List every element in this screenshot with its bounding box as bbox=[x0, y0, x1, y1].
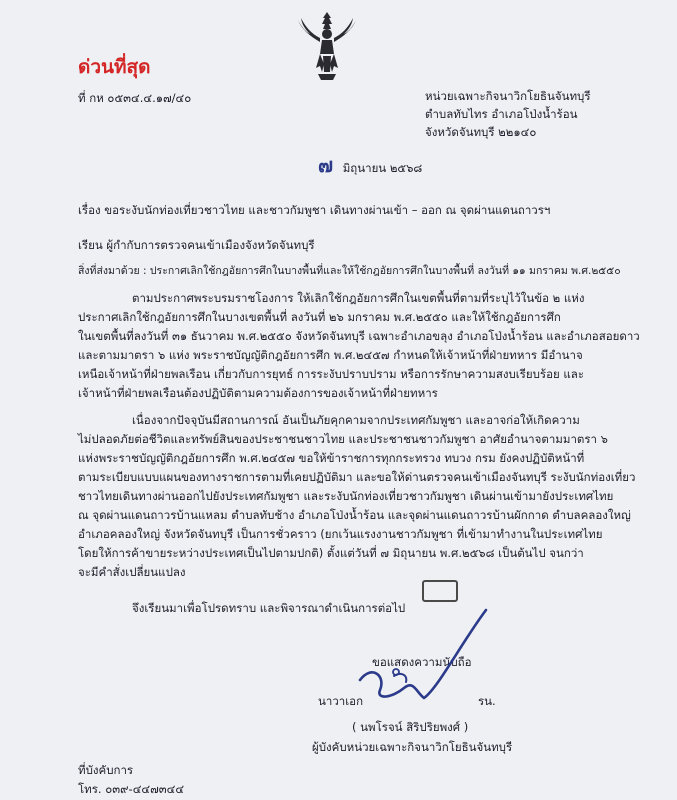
salutation: ขอแสดงความนับถือ bbox=[372, 655, 472, 669]
paragraph2-line: ไม่ปลอดภัยต่อชีวิตและทรัพย์สินของประชาชนชาวไทย และประชาชนชาวกัมพูชา อาศัยอำนาจตามมาตรา ๖ bbox=[78, 432, 608, 446]
handwritten-signature bbox=[352, 602, 492, 712]
urgent-label: ด่วนที่สุด bbox=[78, 56, 151, 78]
signer-name: ( นพโรจน์ สิริปริยพงศ์ ) bbox=[352, 720, 469, 734]
document-date bbox=[318, 153, 423, 177]
paragraph1-line: เหนือเจ้าหน้าที่ฝ่ายพลเรือน เกี่ยวกับการยุทธ์ การระงับปราบปราม หรือการรักษาความสงบเรียบร้อย และ bbox=[78, 367, 585, 381]
office-line-1: หน่วยเฉพาะกิจนาวิกโยธินจันทบุรี bbox=[425, 89, 591, 103]
footer-department: ที่บังคับการ bbox=[78, 763, 134, 777]
garuda-emblem-icon bbox=[296, 10, 358, 82]
paragraph2-line: แห่งพระราชบัญญัติกฎอัยการศึก พ.ศ.๒๔๕๗ ขอให้ข้าราชการทุกกระทรวง ทบวง กรม ยังคงปฏิบัติหน้าที่ bbox=[78, 451, 585, 465]
office-line-2: ตำบลทับไทร อำเภอโป่งน้ำร้อน bbox=[425, 107, 578, 121]
paragraph1-line: ตามประกาศพระบรมราชโองการ ให้เลิกใช้กฎอัยการศึกในเขตพื้นที่ตามที่ระบุไว้ในข้อ ๒ แห่ง bbox=[132, 291, 585, 305]
footer-phone: โทร. ๐๓๙-๔๔๗๓๔๔ bbox=[78, 782, 185, 796]
signer-rank-suffix: รน. bbox=[478, 694, 496, 708]
paragraph2-line: โดยให้การค้าขายระหว่างประเทศเป็นไปตามปกติ) ตั้งแต่วันที่ ๗ มิถุนายน พ.ศ.๒๕๖๘ เป็นต้นไป จนกว่า bbox=[78, 546, 584, 560]
date-day: ๗ bbox=[318, 153, 334, 177]
stamp-mark bbox=[422, 580, 458, 602]
subject-line: เรื่อง ขอระงับนักท่องเที่ยวชาวไทย และชาวกัมพูชา เดินทางผ่านเข้า – ออก ณ จุดผ่านแดนถาวรฯ bbox=[78, 203, 551, 217]
paragraph2-line: อำเภอคลองใหญ่ จังหวัดจันทบุรี เป็นการชั่วคราว (ยกเว้นแรงงานชาวกัมพูชา ที่เข้ามาทำงานในประเทศไทย bbox=[78, 527, 603, 541]
paragraph2-line: เนื่องจากปัจจุบันมีสถานการณ์ อันเป็นภัยคุกคามจากประเทศกัมพูชา และอาจก่อให้เกิดความ bbox=[132, 413, 580, 427]
office-line-3: จังหวัดจันทบุรี ๒๒๑๔๐ bbox=[425, 125, 537, 139]
signer-rank: นาวาเอก bbox=[318, 694, 364, 708]
paragraph2-line: ตามระเบียบแบบแผนของทางราชการตามที่เคยปฏิบัติมา และขอให้ด่านตรวจคนเข้าเมืองจันทบุรี ระงับนักท่องเที่ยว bbox=[78, 470, 636, 484]
reference-line: สิ่งที่ส่งมาด้วย : ประกาศเลิกใช้กฎอัยการศึกในบางพื้นที่และให้ใช้กฎอัยการศึกในบางพื้นที่ ลงวันที่ ๑๑ มกราคม พ.ศ.๒๕๕๐ bbox=[78, 265, 621, 277]
paragraph1-line: ประกาศเลิกใช้กฎอัยการศึกในบางเขตพื้นที่ ลงวันที่ ๒๖ มกราคม พ.ศ.๒๕๕๐ และให้ใช้กฎอัยการศึก bbox=[78, 310, 561, 324]
date-month-year: มิถุนายน ๒๕๖๘ bbox=[342, 161, 423, 175]
paragraph2-line: ชาวไทยเดินทางผ่านออกไปยังประเทศกัมพูชา และระงับนักท่องเที่ยวชาวกัมพูชา เดินผ่านเข้ามายังประเทศไทย bbox=[78, 489, 614, 503]
recipient-line: เรียน ผู้กำกับการตรวจคนเข้าเมืองจังหวัดจันทบุรี bbox=[78, 238, 315, 252]
document-number: ที่ กห ๐๕๓๔.๔.๑๗/๔๐ bbox=[78, 91, 192, 105]
paragraph1-line: เจ้าหน้าที่ฝ่ายพลเรือนต้องปฏิบัติตามความต้องการของเจ้าหน้าที่ฝ่ายทหาร bbox=[78, 386, 438, 400]
paragraph2-line: ณ จุดผ่านแดนถาวรบ้านแหลม ตำบลทับช้าง อำเภอโป่งน้ำร้อน และจุดผ่านแดนถาวรบ้านผักกาด ตำบลคลองใหญ่ bbox=[78, 508, 631, 522]
paragraph2-line: จะมีคำสั่งเปลี่ยนแปลง bbox=[78, 565, 186, 579]
paragraph1-line: ในเขตพื้นที่ลงวันที่ ๓๑ ธันวาคม พ.ศ.๒๕๕๐ จังหวัดจันทบุรี เฉพาะอำเภอขลุง อำเภอโป่งน้ำร้อน และอำเภอสอยดาว bbox=[78, 329, 640, 343]
closing-request: จึงเรียนมาเพื่อโปรดทราบ และพิจารณาดำเนินการต่อไป bbox=[132, 601, 406, 615]
paragraph1-line: และตามมาตรา ๖ แห่ง พระราชบัญญัติกฎอัยการศึก พ.ศ.๒๔๕๗ กำหนดให้เจ้าหน้าที่ฝ่ายทหาร มีอำนาจ bbox=[78, 348, 583, 362]
signer-position: ผู้บังคับหน่วยเฉพาะกิจนาวิกโยธินจันทบุรี bbox=[312, 740, 513, 754]
